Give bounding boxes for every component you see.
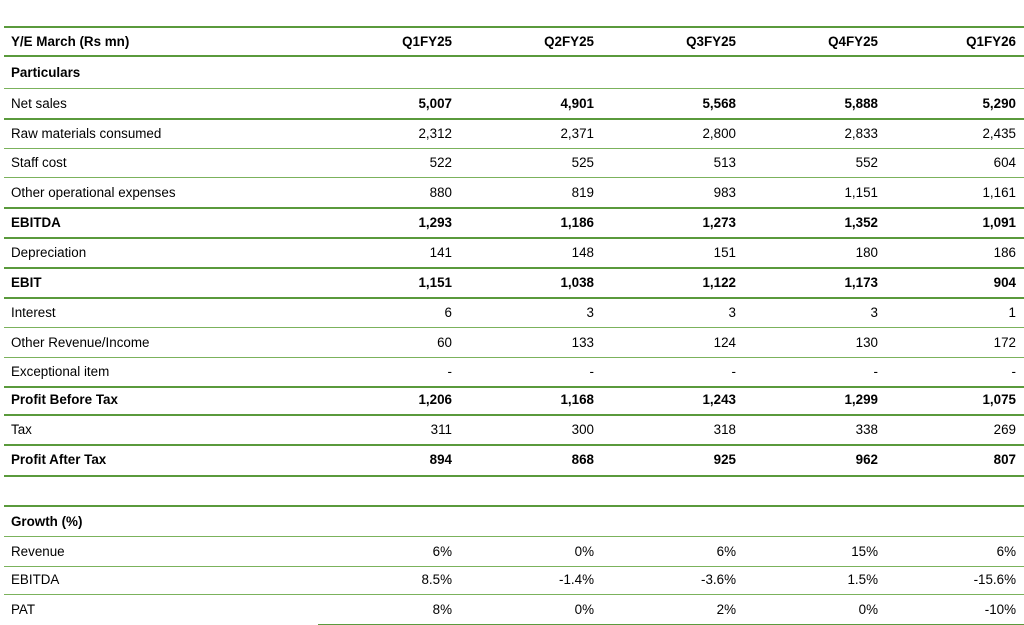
section-title-growth: [4, 507, 1024, 535]
cell-value: 1,352: [844, 214, 878, 230]
cell-value: 1,038: [560, 274, 594, 290]
cell-value: 269: [993, 421, 1016, 437]
cell-value: 1,273: [702, 214, 736, 230]
row-label: EBITDA: [11, 214, 61, 230]
row-label: Profit After Tax: [11, 451, 107, 467]
cell-value: 0%: [574, 601, 594, 617]
cell-value: -10%: [984, 601, 1016, 617]
row-label: Y/E March (Rs mn): [11, 33, 130, 49]
cell-value: 1,122: [702, 274, 736, 290]
cell-value: 807: [993, 451, 1016, 467]
cell-value: 8%: [432, 601, 452, 617]
cell-value: Q1FY25: [402, 33, 452, 49]
table-row: [4, 445, 1024, 473]
row-label: Raw materials consumed: [11, 125, 162, 141]
bottom-rule-pat: [4, 475, 1024, 477]
cell-value: 3: [586, 304, 594, 320]
cell-value: -: [731, 363, 736, 379]
growth-row: [4, 595, 1024, 623]
cell-value: 513: [713, 154, 736, 170]
cell-value: 604: [993, 154, 1016, 170]
cell-value: 300: [571, 421, 594, 437]
cell-value: 3: [870, 304, 878, 320]
cell-value: 1,151: [418, 274, 452, 290]
cell-value: 151: [713, 244, 736, 260]
row-label: Depreciation: [11, 244, 87, 260]
growth-row: [4, 537, 1024, 565]
row-label: Net sales: [11, 95, 67, 111]
cell-value: Q1FY26: [966, 33, 1016, 49]
cell-value: Q2FY25: [544, 33, 594, 49]
table-row: [4, 268, 1024, 296]
cell-value: 15%: [851, 543, 878, 559]
cell-value: 925: [713, 451, 736, 467]
table-row: [4, 357, 1024, 385]
cell-value: 60: [437, 334, 452, 350]
cell-value: -1.4%: [559, 571, 594, 587]
cell-value: 6%: [432, 543, 452, 559]
growth-row: [4, 565, 1024, 593]
table-row: [4, 178, 1024, 206]
cell-value: 133: [571, 334, 594, 350]
row-label: PAT: [11, 601, 36, 617]
table-row: [4, 148, 1024, 176]
cell-value: 5,568: [702, 95, 736, 111]
header-rule: [4, 55, 1024, 57]
cell-value: Q4FY25: [828, 33, 878, 49]
cell-value: 962: [855, 451, 878, 467]
row-label: Staff cost: [11, 154, 67, 170]
cell-value: 1,186: [560, 214, 594, 230]
cell-value: 8.5%: [421, 571, 452, 587]
cell-value: -: [589, 363, 594, 379]
cell-value: 983: [713, 184, 736, 200]
row-label: Other operational expenses: [11, 184, 176, 200]
cell-value: 525: [571, 154, 594, 170]
cell-value: 868: [571, 451, 594, 467]
header-row: [4, 28, 1024, 54]
table-row: [4, 119, 1024, 147]
cell-value: 2,435: [982, 125, 1016, 141]
cell-value: -3.6%: [701, 571, 736, 587]
cell-value: -15.6%: [973, 571, 1016, 587]
cell-value: 172: [993, 334, 1016, 350]
cell-value: 180: [855, 244, 878, 260]
cell-value: 186: [993, 244, 1016, 260]
cell-value: 6: [444, 304, 452, 320]
cell-value: 552: [855, 154, 878, 170]
table-row: [4, 238, 1024, 266]
cell-value: 1,206: [418, 391, 452, 407]
row-label: Profit Before Tax: [11, 391, 118, 407]
cell-value: 1,243: [702, 391, 736, 407]
cell-value: 148: [571, 244, 594, 260]
table-row: [4, 298, 1024, 326]
cell-value: 5,290: [982, 95, 1016, 111]
cell-value: 5,007: [418, 95, 452, 111]
cell-value: -: [1011, 363, 1016, 379]
cell-value: -: [447, 363, 452, 379]
cell-value: 522: [429, 154, 452, 170]
cell-value: 4,901: [560, 95, 594, 111]
cell-value: 904: [993, 274, 1016, 290]
cell-value: 311: [430, 421, 452, 437]
cell-value: 880: [429, 184, 452, 200]
table-row: [4, 89, 1024, 117]
table-row: [4, 415, 1024, 443]
row-label: Tax: [11, 421, 32, 437]
cell-value: -: [873, 363, 878, 379]
cell-value: 1,168: [560, 391, 594, 407]
table-row: [4, 328, 1024, 356]
table-row: [4, 208, 1024, 236]
cell-value: 2,312: [418, 125, 452, 141]
cell-value: 819: [571, 184, 594, 200]
cell-value: 2,800: [702, 125, 736, 141]
cell-value: 338: [855, 421, 878, 437]
cell-value: 1,151: [844, 184, 878, 200]
cell-value: 1,299: [844, 391, 878, 407]
cell-value: Q3FY25: [686, 33, 736, 49]
cell-value: 124: [713, 334, 736, 350]
cell-value: 894: [429, 451, 452, 467]
cell-value: 0%: [858, 601, 878, 617]
cell-value: 2,371: [560, 125, 594, 141]
cell-value: 1: [1008, 304, 1016, 320]
cell-value: 6%: [716, 543, 736, 559]
cell-value: 2%: [716, 601, 736, 617]
row-label: Revenue: [11, 543, 65, 559]
row-label: EBIT: [11, 274, 42, 290]
cell-value: 1,293: [418, 214, 452, 230]
cell-value: 6%: [996, 543, 1016, 559]
cell-value: 1,161: [982, 184, 1016, 200]
cell-value: 141: [429, 244, 452, 260]
row-label: Growth (%): [11, 513, 83, 529]
cell-value: 130: [855, 334, 878, 350]
cell-value: 318: [713, 421, 736, 437]
cell-value: 2,833: [844, 125, 878, 141]
cell-value: 5,888: [844, 95, 878, 111]
row-label: Interest: [11, 304, 56, 320]
row-label: Exceptional item: [11, 363, 110, 379]
table-row: [4, 385, 1024, 413]
cell-value: 3: [728, 304, 736, 320]
row-label: Other Revenue/Income: [11, 334, 150, 350]
cell-value: 1,091: [982, 214, 1016, 230]
cell-value: 1,075: [982, 391, 1016, 407]
section-title-particulars: [4, 58, 1024, 86]
row-label: EBITDA: [11, 571, 60, 587]
cell-value: 0%: [574, 543, 594, 559]
cell-value: 1.5%: [847, 571, 878, 587]
cell-value: 1,173: [844, 274, 878, 290]
row-label: Particulars: [11, 64, 81, 80]
